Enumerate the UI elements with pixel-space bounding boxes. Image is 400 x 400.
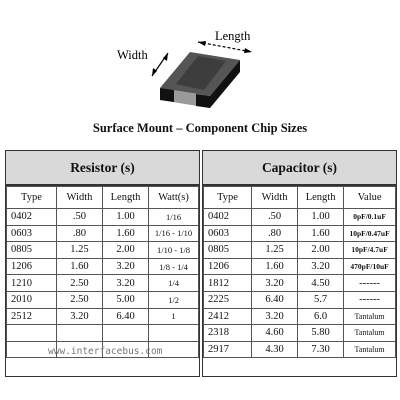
resistor-width: 3.20 bbox=[56, 308, 102, 325]
resistor-header: Type bbox=[7, 187, 57, 209]
resistor-watt: 1/16 - 1/10 bbox=[149, 225, 199, 242]
capacitor-header: Length bbox=[298, 187, 344, 209]
resistor-title: Resistor (s) bbox=[6, 151, 199, 186]
capacitor-length: 5.80 bbox=[298, 325, 344, 342]
capacitor-width: 3.20 bbox=[252, 308, 298, 325]
table-row bbox=[7, 275, 199, 292]
resistor-type: 0805 bbox=[7, 242, 57, 259]
capacitor-length: 7.30 bbox=[298, 341, 344, 358]
empty-cell bbox=[56, 325, 102, 342]
capacitor-header: Value bbox=[344, 187, 396, 209]
capacitor-type: 1812 bbox=[204, 275, 252, 292]
resistor-length: 3.20 bbox=[102, 258, 148, 275]
website-url: www.interfacebus.com bbox=[48, 346, 163, 357]
capacitor-type: 2225 bbox=[204, 291, 252, 308]
capacitor-width: 1.60 bbox=[252, 258, 298, 275]
resistor-length: 5.00 bbox=[102, 291, 148, 308]
capacitor-type: 0805 bbox=[204, 242, 252, 259]
capacitor-length: 6.0 bbox=[298, 308, 344, 325]
table-row bbox=[204, 258, 396, 275]
capacitor-value: ------ bbox=[344, 291, 396, 308]
capacitor-length: 1.00 bbox=[298, 209, 344, 226]
capacitor-length: 4.50 bbox=[298, 275, 344, 292]
table-row bbox=[204, 325, 396, 342]
table-row bbox=[204, 308, 396, 325]
capacitor-type: 2412 bbox=[204, 308, 252, 325]
resistor-watt: 1/8 - 1/4 bbox=[149, 258, 199, 275]
capacitor-header: Width bbox=[252, 187, 298, 209]
resistor-width: 2.50 bbox=[56, 275, 102, 292]
resistor-watt: 1/10 - 1/8 bbox=[149, 242, 199, 259]
capacitor-width: 1.25 bbox=[252, 242, 298, 259]
resistor-width: 2.50 bbox=[56, 291, 102, 308]
capacitor-width: .50 bbox=[252, 209, 298, 226]
capacitor-value: ------ bbox=[344, 275, 396, 292]
capacitor-type: 0402 bbox=[204, 209, 252, 226]
capacitor-width: 4.30 bbox=[252, 341, 298, 358]
resistor-type: 1206 bbox=[7, 258, 57, 275]
table-row bbox=[204, 209, 396, 226]
resistor-width: .50 bbox=[56, 209, 102, 226]
resistor-width: 1.60 bbox=[56, 258, 102, 275]
resistor-table bbox=[6, 186, 199, 358]
capacitor-width: 3.20 bbox=[252, 275, 298, 292]
capacitor-type: 2318 bbox=[204, 325, 252, 342]
empty-cell bbox=[102, 325, 148, 342]
resistor-type: 1210 bbox=[7, 275, 57, 292]
table-row bbox=[7, 291, 199, 308]
table-row bbox=[204, 291, 396, 308]
resistor-length: 6.40 bbox=[102, 308, 148, 325]
capacitor-header-row bbox=[204, 187, 396, 209]
resistor-type: 2010 bbox=[7, 291, 57, 308]
capacitor-length: 1.60 bbox=[298, 225, 344, 242]
resistor-header: Length bbox=[102, 187, 148, 209]
capacitor-type: 1206 bbox=[204, 258, 252, 275]
empty-cell bbox=[7, 325, 57, 342]
resistor-length: 3.20 bbox=[102, 275, 148, 292]
capacitor-header: Type bbox=[204, 187, 252, 209]
capacitor-type: 0603 bbox=[204, 225, 252, 242]
resistor-type: 0603 bbox=[7, 225, 57, 242]
capacitor-width: .80 bbox=[252, 225, 298, 242]
table-row bbox=[7, 242, 199, 259]
capacitor-length: 3.20 bbox=[298, 258, 344, 275]
length-arrow bbox=[198, 42, 252, 52]
resistor-watt: 1/16 bbox=[149, 209, 199, 226]
resistor-type: 0402 bbox=[7, 209, 57, 226]
capacitor-value: 10pF/4.7uF bbox=[344, 242, 396, 259]
capacitor-length: 5.7 bbox=[298, 291, 344, 308]
capacitor-value: Tantalum bbox=[344, 325, 396, 342]
capacitor-value: Tantalum bbox=[344, 341, 396, 358]
table-row bbox=[7, 225, 199, 242]
resistor-length: 2.00 bbox=[102, 242, 148, 259]
resistor-watt: 1 bbox=[149, 308, 199, 325]
caption: Surface Mount – Component Chip Sizes bbox=[92, 121, 308, 135]
chip-diagram bbox=[0, 0, 400, 118]
resistor-type: 2512 bbox=[7, 308, 57, 325]
resistor-width: 1.25 bbox=[56, 242, 102, 259]
table-row bbox=[204, 275, 396, 292]
table-row bbox=[7, 209, 199, 226]
capacitor-value: Tantalum bbox=[344, 308, 396, 325]
table-row bbox=[7, 308, 199, 325]
empty-cell bbox=[149, 325, 199, 342]
resistor-length: 1.00 bbox=[102, 209, 148, 226]
resistor-panel bbox=[5, 150, 200, 377]
capacitor-value: 470pF/10uF bbox=[344, 258, 396, 275]
resistor-watt: 1/4 bbox=[149, 275, 199, 292]
capacitor-length: 2.00 bbox=[298, 242, 344, 259]
resistor-header: Watt(s) bbox=[149, 187, 199, 209]
table-row bbox=[204, 341, 396, 358]
capacitor-table bbox=[203, 186, 396, 358]
empty-row bbox=[7, 325, 199, 342]
table-row bbox=[7, 258, 199, 275]
resistor-length: 1.60 bbox=[102, 225, 148, 242]
capacitor-title: Capacitor (s) bbox=[203, 151, 396, 186]
capacitor-type: 2917 bbox=[204, 341, 252, 358]
resistor-header-row bbox=[7, 187, 199, 209]
capacitor-value: 0pF/0.1uF bbox=[344, 209, 396, 226]
capacitor-width: 6.40 bbox=[252, 291, 298, 308]
capacitor-value: 10pF/0.47uF bbox=[344, 225, 396, 242]
table-row bbox=[204, 225, 396, 242]
length-label: Length bbox=[215, 29, 251, 43]
capacitor-width: 4.60 bbox=[252, 325, 298, 342]
resistor-header: Width bbox=[56, 187, 102, 209]
resistor-watt: 1/2 bbox=[149, 291, 199, 308]
capacitor-panel bbox=[202, 150, 397, 377]
resistor-width: .80 bbox=[56, 225, 102, 242]
chip-illustration bbox=[0, 0, 400, 118]
table-row bbox=[204, 242, 396, 259]
width-label: Width bbox=[117, 48, 148, 62]
